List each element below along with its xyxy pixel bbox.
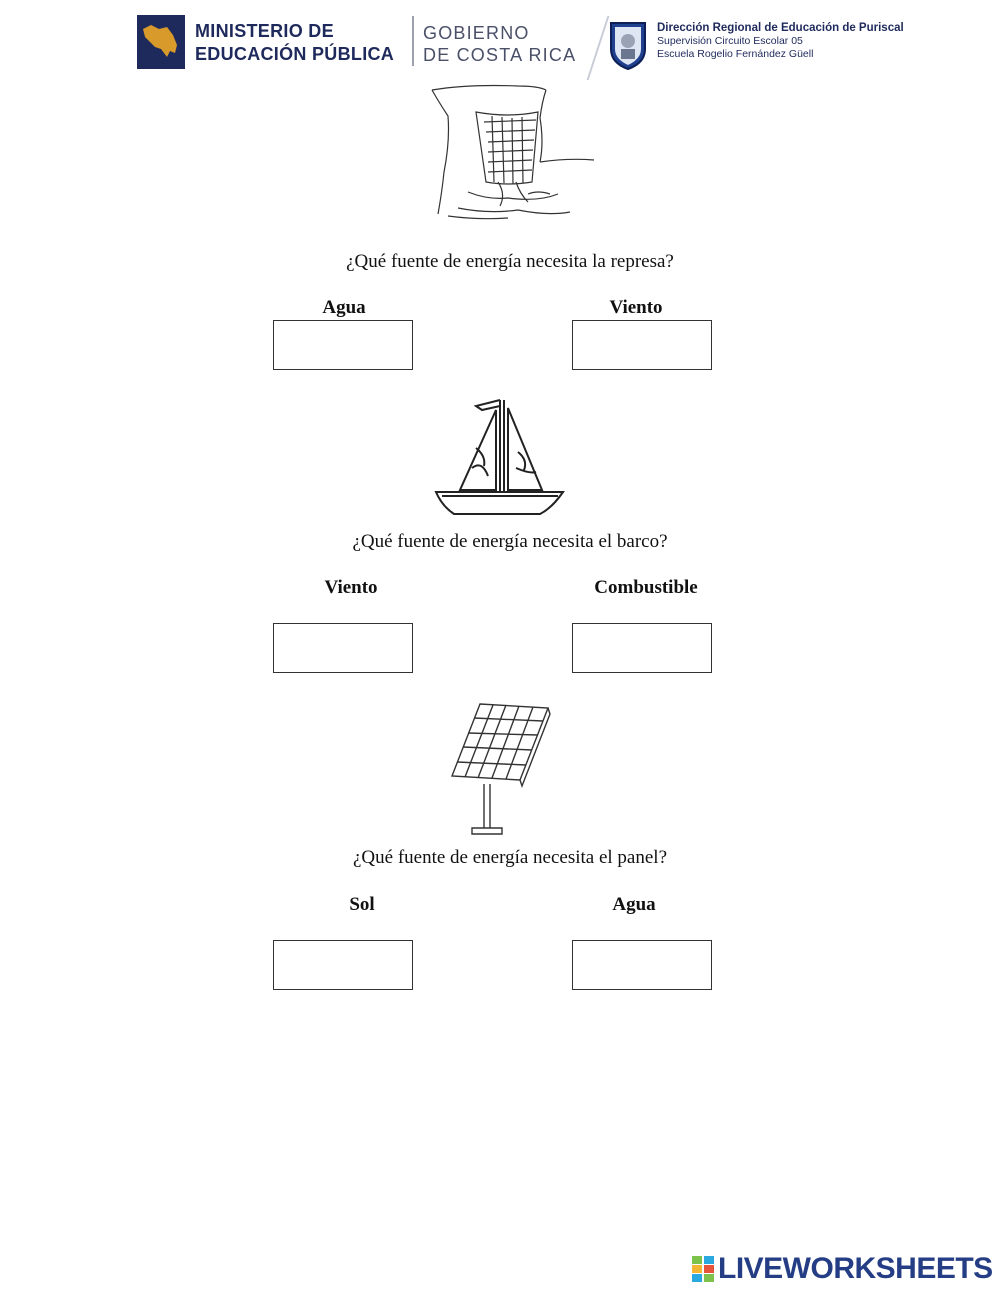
q2-answer-box-1[interactable] [273,623,413,673]
q1-answer-box-2[interactable] [572,320,712,370]
question-3-text: ¿Qué fuente de energía necesita el panel? [352,847,668,868]
regional-line-2: Supervisión Circuito Escolar 05 [657,35,803,47]
q1-answer-box-1[interactable] [273,320,413,370]
solar-panel-icon [446,700,552,840]
government-line-2: DE COSTA RICA [423,45,577,65]
liveworksheets-blocks-icon [692,1256,714,1282]
question-2-text: ¿Qué fuente de energía necesita el barco? [352,531,668,552]
question-1-text: ¿Qué fuente de energía necesita la represa? [346,251,674,272]
q1-option-2-label: Viento [609,297,663,318]
government-name [423,22,576,66]
mep-logo [137,15,185,69]
costa-rica-map-icon [137,15,185,69]
q3-option-1-label: Sol [349,894,375,915]
q2-answer-box-2[interactable] [572,623,712,673]
ministry-name [195,20,394,66]
regional-info [657,22,904,61]
q3-option-2-label: Agua [612,894,656,915]
shield-icon [609,19,647,71]
sailboat-illustration [432,396,567,522]
ministry-line-1: MINISTERIO DE [195,21,334,41]
government-line-1: GOBIERNO [423,23,530,43]
school-shield-logo [609,19,647,71]
liveworksheets-logo [692,1256,714,1282]
header-divider-slanted [587,16,610,80]
q2-option-1-label: Viento [324,577,378,598]
header-divider [412,16,414,66]
dam-icon [428,82,603,224]
q1-option-1-label: Agua [322,297,366,318]
solar-panel-illustration [446,700,552,840]
regional-line-1: Dirección Regional de Educación de Puriscal [657,22,904,34]
sailboat-icon [432,396,567,522]
q3-answer-box-2[interactable] [572,940,712,990]
regional-line-3: Escuela Rogelio Fernández Güell [657,48,814,60]
dam-illustration [428,82,603,224]
q3-answer-box-1[interactable] [273,940,413,990]
liveworksheets-brand[interactable]: LIVEWORKSHEETS [718,1252,993,1285]
ministry-line-2: EDUCACIÓN PÚBLICA [195,44,395,64]
q2-option-2-label: Combustible [594,577,698,598]
